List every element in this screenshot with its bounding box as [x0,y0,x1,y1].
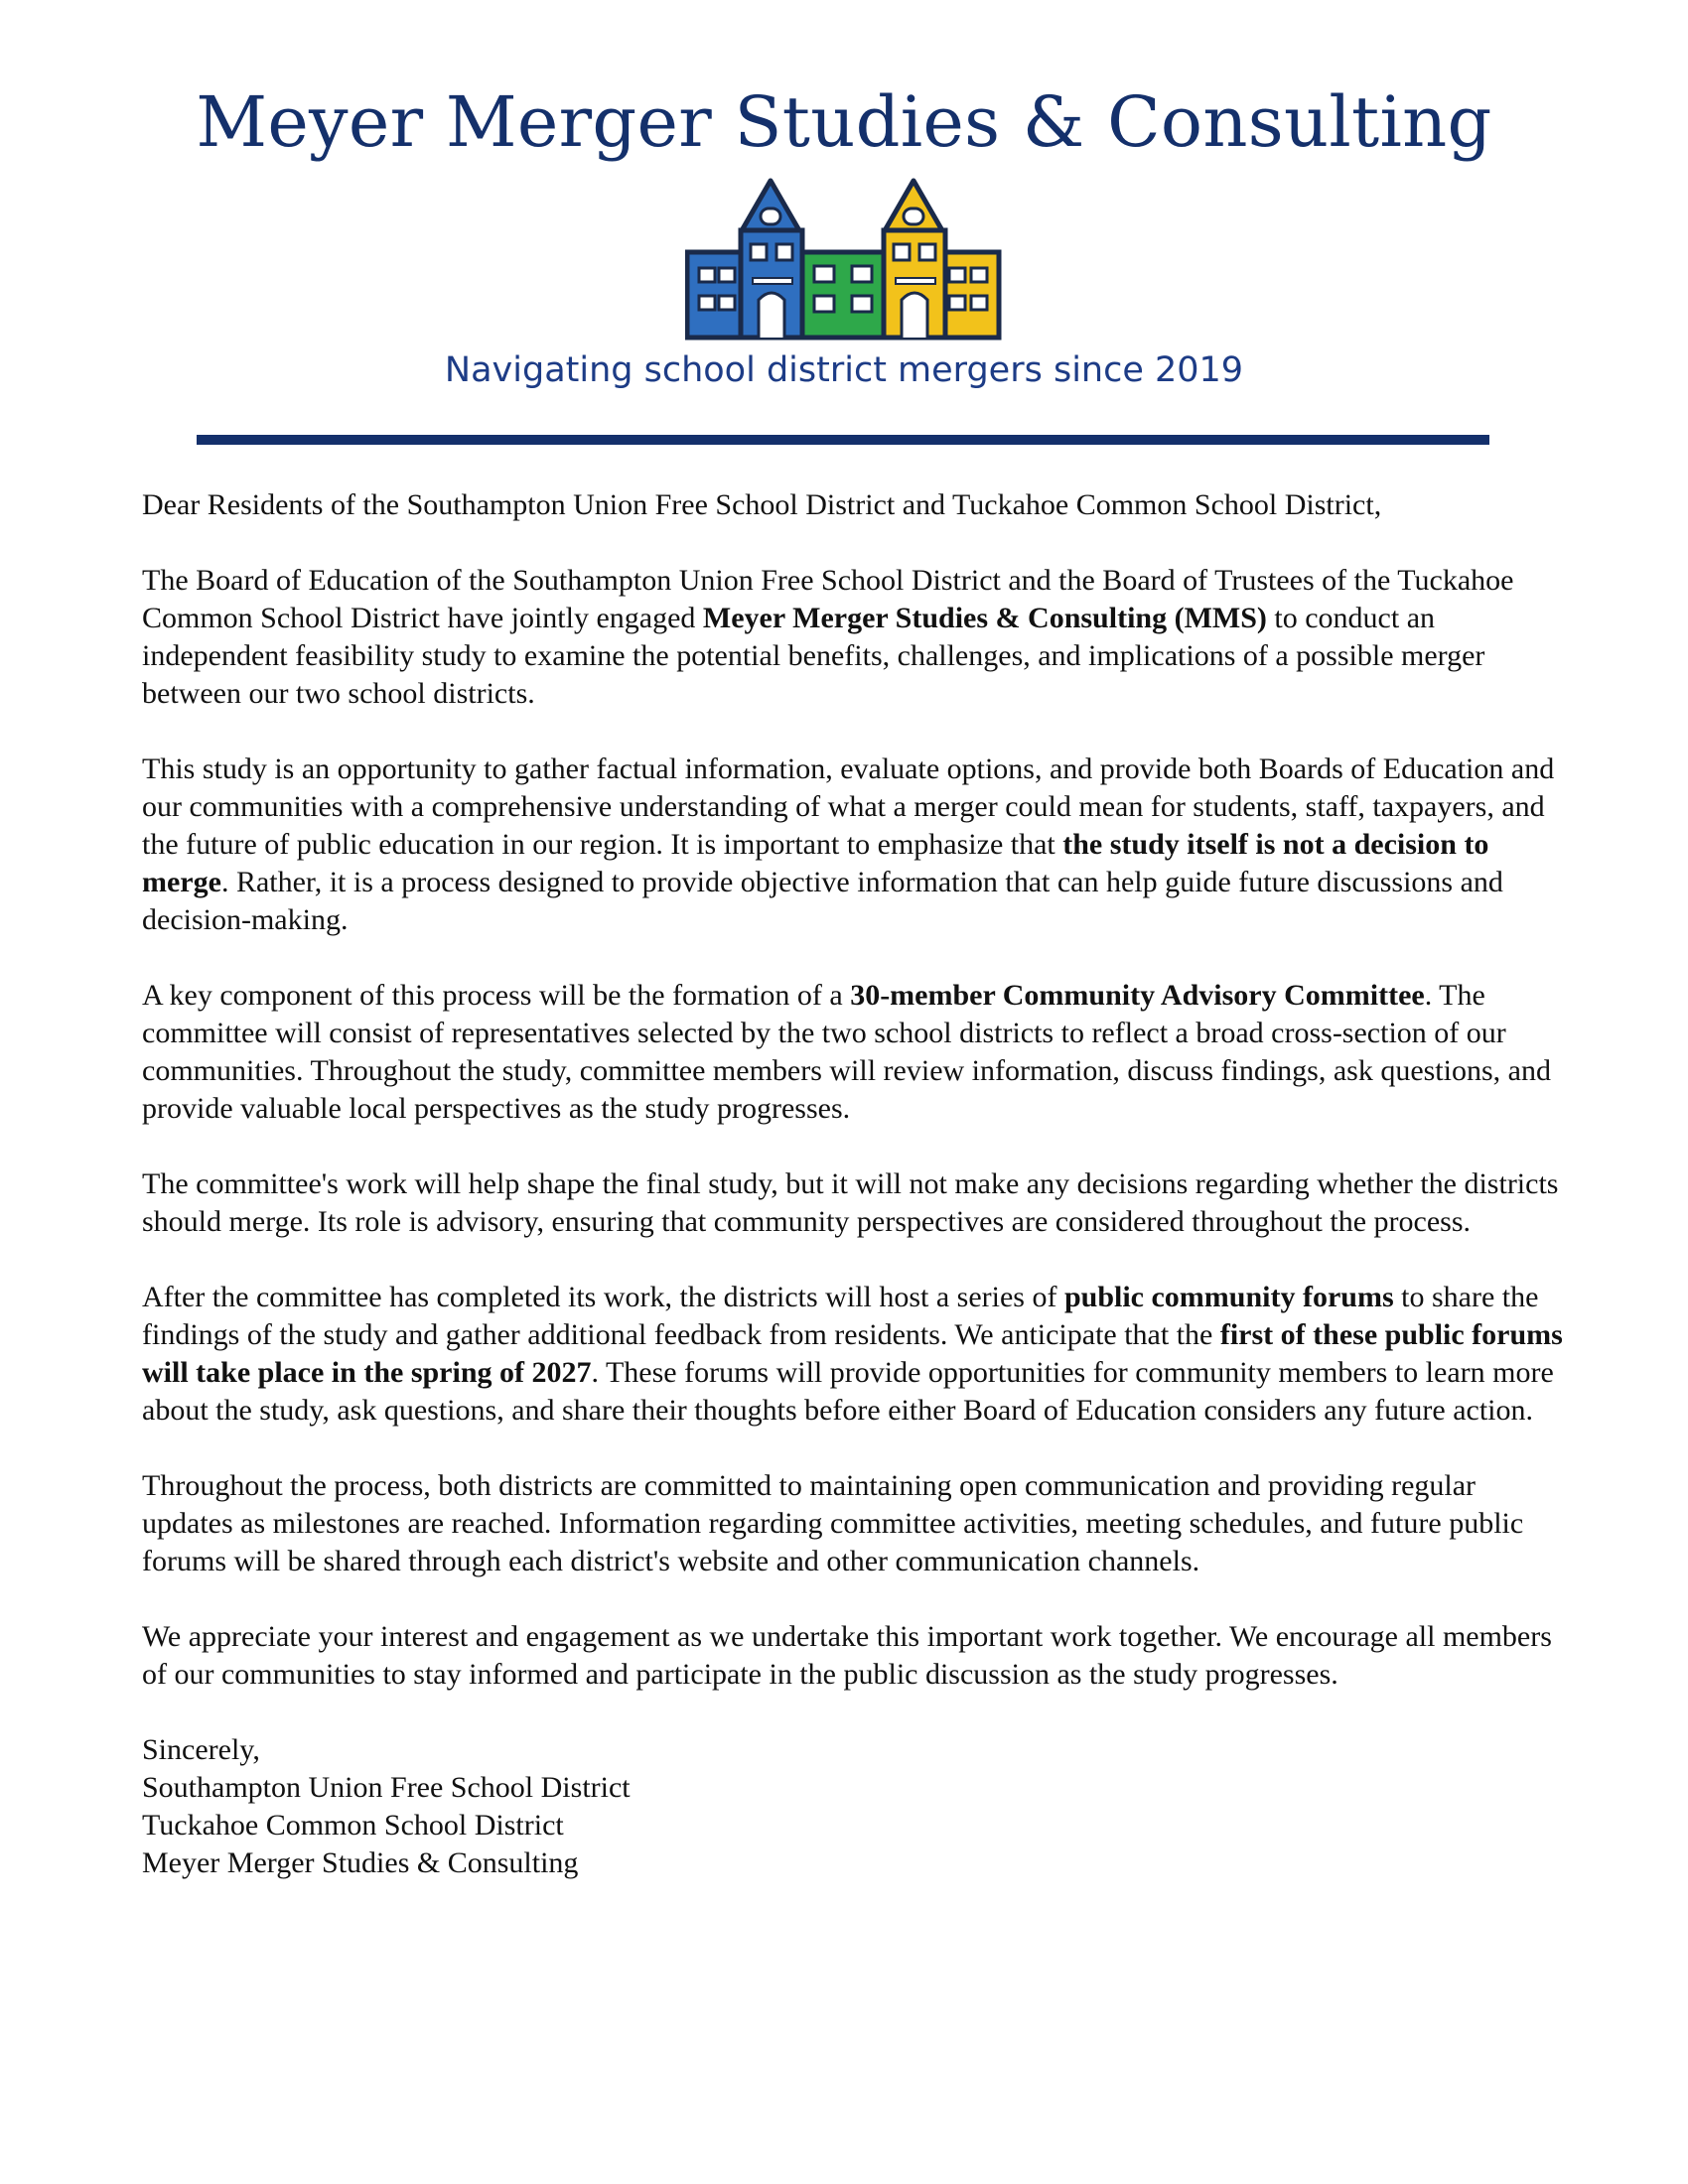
signatory: Meyer Merger Studies & Consulting [142,1846,579,1879]
paragraph-engagement [142,562,1572,713]
header-divider [197,435,1489,445]
paragraph-advisory-committee [142,977,1572,1128]
signatory: Southampton Union Free School District [142,1771,631,1804]
bold-text: Meyer Merger Studies & Consulting (MMS) [702,602,1267,634]
paragraph-communication: Throughout the process, both districts are committed to maintaining open communication and providing regular updates as milestones are reached. Information regarding committee activities, meeting schedules, and future public forums will be shared through each district's website and other communication channels. [142,1469,1524,1577]
paragraph-public-forums [142,1279,1572,1430]
paragraph-text: The Board of Education of the Southampton Union Free School District and the Board of Trustees of the Tuckahoe Common School District have jointly engaged [142,564,1514,634]
paragraph-text: After the committee has completed its work, the districts will host a series of [142,1281,1064,1313]
bold-text: the study itself is not a decision to merge [142,828,1489,898]
right-building [884,181,999,338]
school-buildings-logo [685,175,1003,343]
paragraph-study-purpose [142,751,1572,939]
salutation: Dear Residents of the Southampton Union Free School District and Tuckahoe Common School District, [142,488,1382,521]
letter-body [142,486,1572,1882]
bold-text: first of these public forums will take place in the spring of 2027 [142,1318,1563,1389]
bold-text: 30-member Community Advisory Committee [850,979,1425,1012]
signature-block [142,1731,1572,1882]
left-building [687,181,802,338]
letterhead [0,0,1688,457]
paragraph-text: This study is an opportunity to gather factual information, evaluate options, and provide both Boards of Education and our communities with a comprehensive understanding of what a merger could mean for students, staff, taxpayers, and the future of public education in our region. It is important to emphasize that [142,752,1555,861]
middle-building [802,252,892,338]
paragraph-committee-role: The committee's work will help shape the final study, but it will not make any decisions regarding whether the districts should merge. Its role is advisory, ensuring that community perspectives are considered throughout the process. [142,1167,1559,1238]
paragraph-text: A key component of this process will be the formation of a [142,979,851,1012]
bold-text: public community forums [1063,1281,1394,1313]
company-name: Meyer Merger Studies & Consulting [196,81,1492,163]
paragraph-text: . The committee will consist of representatives selected by the two school districts to reflect a broad cross-section of our communities. Throughout the study, committee members will review information, discuss findings, ask questions, and provide valuable local perspectives as the study progresses. [142,979,1551,1125]
tagline: Navigating school district mergers since 2019 [444,350,1244,390]
paragraph-text: . Rather, it is a process designed to provide objective information that can help guide future discussions and decision-making. [142,866,1503,936]
closing: Sincerely, [142,1733,260,1766]
paragraph-appreciation: We appreciate your interest and engagement as we undertake this important work together. We encourage all members of our communities to stay informed and participate in the public discussion as the study progresses. [142,1620,1552,1691]
paragraph-text: to conduct an independent feasibility study to examine the potential benefits, challenges, and implications of a possible merger between our two school districts. [142,602,1485,710]
paragraph-text: . These forums will provide opportunities for community members to learn more about the study, ask questions, and share their thoughts before either Board of Education considers any future action. [142,1356,1554,1427]
paragraph-text: to share the findings of the study and gather additional feedback from residents. We anticipate that the [142,1281,1539,1351]
signatory: Tuckahoe Common School District [142,1809,564,1842]
